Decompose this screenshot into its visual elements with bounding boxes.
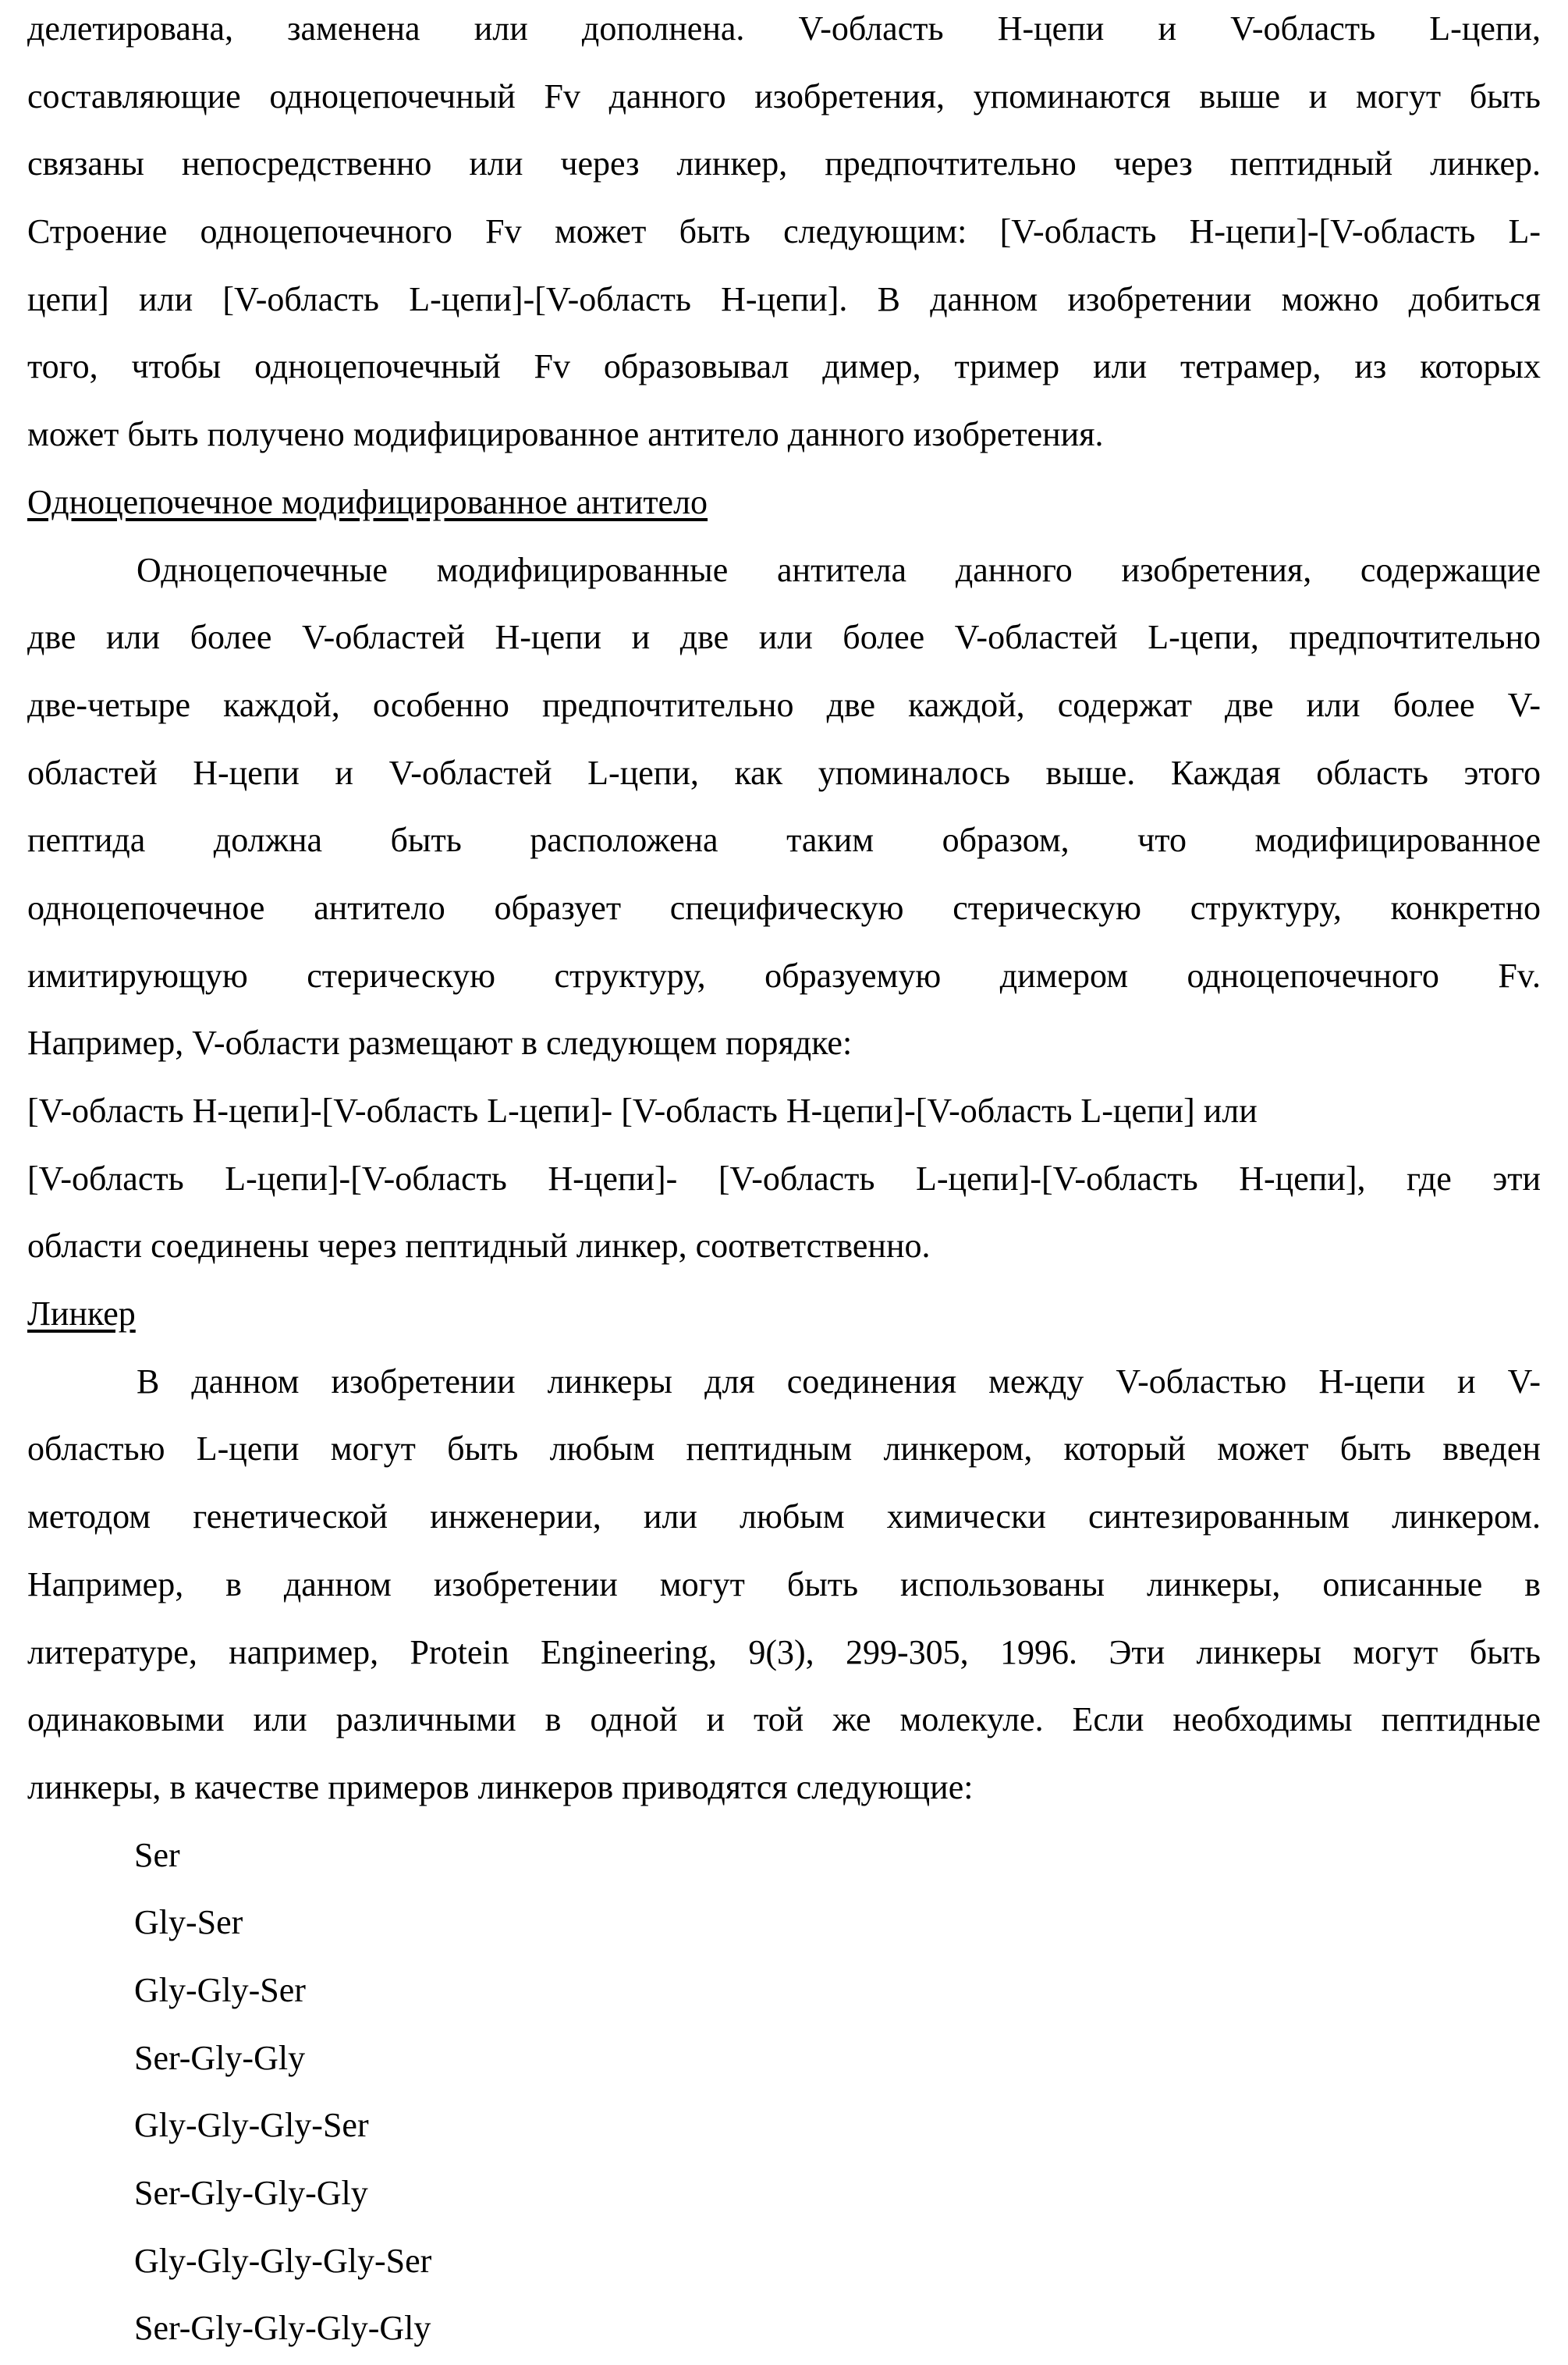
section-heading (27, 1280, 1541, 1348)
list-item: Gly-Gly-Gly-Gly-Ser (27, 2228, 1541, 2296)
heading-text: Линкер (27, 1280, 1541, 1348)
text-line: две-четыре каждой, особенно предпочтительно две каждой, содержат две или более V- (27, 672, 1541, 740)
text-line: [V-область H-цепи]-[V-область L-цепи]- [V-область H-цепи]-[V-область L-цепи] или (27, 1078, 1541, 1145)
section-heading (27, 469, 1541, 537)
text-line: [V-область L-цепи]-[V-область H-цепи]- [V-область L-цепи]-[V-область H-цепи], где эти (27, 1145, 1541, 1213)
list-item: Gly-Gly-Ser (27, 1957, 1541, 2025)
text-line: Например, в данном изобретении могут быть использованы линкеры, описанные в (27, 1551, 1541, 1619)
paragraph (27, 0, 1541, 469)
text-line: пептида должна быть расположена таким образом, что модифицированное (27, 807, 1541, 875)
text-line: Например, V-области размещают в следующем порядке: (27, 1010, 1541, 1078)
text-line: Одноцепочечные модифицированные антитела данного изобретения, содержащие (27, 537, 1541, 605)
text-line: того, чтобы одноцепочечный Fv образовывал димер, тример или тетрамер, из которых (27, 333, 1541, 401)
text-line: литературе, например, Protein Engineering, 9(3), 299-305, 1996. Эти линкеры могут быть (27, 1619, 1541, 1687)
text-line: Строение одноцепочечного Fv может быть следующим: [V-область H-цепи]-[V-область L- (27, 198, 1541, 266)
heading-text: Одноцепочечное модифицированное антитело (27, 469, 1541, 537)
text-line: две или более V-областей H-цепи и две или более V-областей L-цепи, предпочтительно (27, 604, 1541, 672)
text-line: одинаковыми или различными в одной и той же молекуле. Если необходимы пептидные (27, 1686, 1541, 1754)
linker-list (27, 1822, 1541, 2363)
list-item: Ser-Gly-Gly (27, 2025, 1541, 2093)
text-line: области соединены через пептидный линкер, соответственно. (27, 1213, 1541, 1280)
list-item: Ser-Gly-Gly-Gly-Gly (27, 2295, 1541, 2363)
list-item: Gly-Ser (27, 1889, 1541, 1957)
text-line: методом генетической инженерии, или любым химически синтезированным линкером. (27, 1483, 1541, 1551)
text-line: областью L-цепи могут быть любым пептидным линкером, который может быть введен (27, 1415, 1541, 1483)
text-line: связаны непосредственно или через линкер, предпочтительно через пептидный линкер. (27, 130, 1541, 198)
list-item: Ser-Gly-Gly-Gly (27, 2160, 1541, 2228)
paragraph (27, 1348, 1541, 1822)
text-line: составляющие одноцепочечный Fv данного изобретения, упоминаются выше и могут быть (27, 63, 1541, 131)
text-line: может быть получено модифицированное антитело данного изобретения. (27, 401, 1541, 469)
text-line: цепи] или [V-область L-цепи]-[V-область H-цепи]. В данном изобретении можно добиться (27, 266, 1541, 334)
text-line: линкеры, в качестве примеров линкеров приводятся следующие: (27, 1754, 1541, 1822)
text-line: делетирована, заменена или дополнена. V-область H-цепи и V-область L-цепи, (27, 0, 1541, 63)
text-line: областей H-цепи и V-областей L-цепи, как упоминалось выше. Каждая область этого (27, 740, 1541, 808)
document-page (27, 0, 1541, 2363)
list-item: Gly-Gly-Gly-Ser (27, 2092, 1541, 2160)
text-line: одноцепочечное антитело образует специфическую стерическую структуру, конкретно (27, 875, 1541, 943)
paragraph (27, 1078, 1541, 1280)
text-line: В данном изобретении линкеры для соединения между V-областью H-цепи и V- (27, 1348, 1541, 1416)
text-line: имитирующую стерическую структуру, образуемую димером одноцепочечного Fv. (27, 943, 1541, 1010)
list-item: Ser (27, 1822, 1541, 1890)
paragraph (27, 537, 1541, 1078)
